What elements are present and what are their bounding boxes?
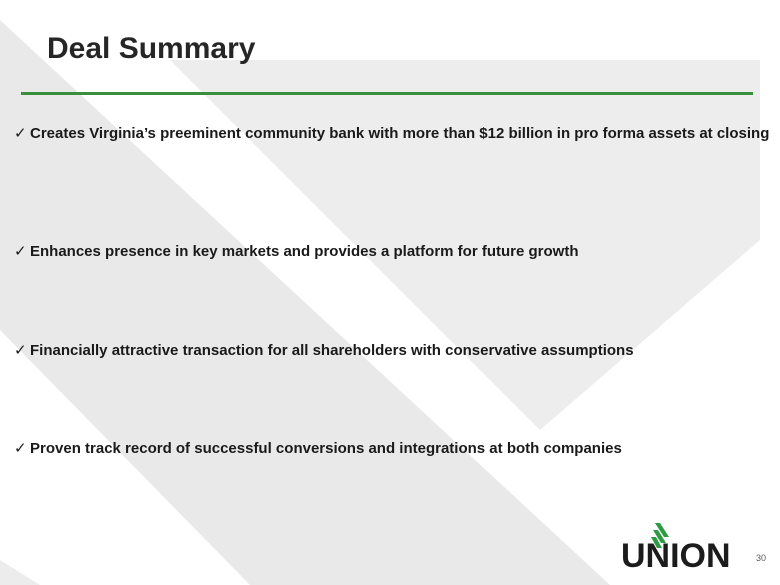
bullet-item <box>14 439 770 459</box>
checkmark-icon: ✓ <box>14 243 27 260</box>
slide-title: Deal Summary <box>47 32 256 65</box>
bullet-item <box>14 341 770 361</box>
checkmark-icon: ✓ <box>14 342 27 359</box>
bullet-item <box>14 242 770 262</box>
title-divider <box>21 92 753 95</box>
checkmark-icon: ✓ <box>14 125 27 142</box>
page-number: 30 <box>756 553 767 563</box>
checkmark-icon: ✓ <box>14 440 27 457</box>
logo-wordmark: UNION <box>621 537 731 575</box>
bullet-text: Creates Virginia’s preeminent community bank with more than $12 billion in pro forma assets at closing <box>30 125 770 142</box>
bullet-item <box>14 124 770 144</box>
bullet-text: Proven track record of successful conversions and integrations at both companies <box>30 440 622 457</box>
bullet-text: Financially attractive transaction for all shareholders with conservative assumptions <box>30 342 634 359</box>
union-logo <box>621 521 747 576</box>
bullet-text: Enhances presence in key markets and provides a platform for future growth <box>30 243 579 260</box>
